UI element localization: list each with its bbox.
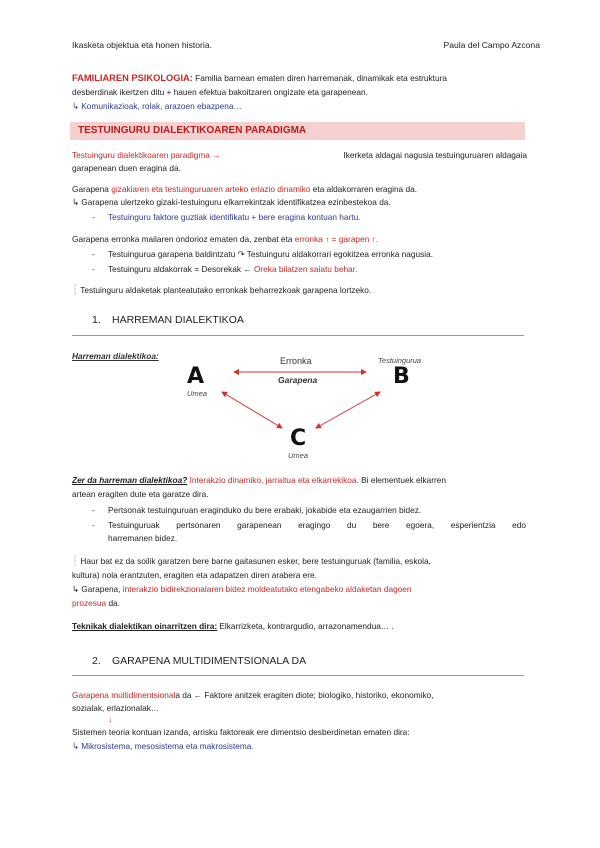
node-c-label: Umea xyxy=(288,451,309,460)
multi-line3: Sistemen teoria kontuan izanda, arrisku faktoreak ere dimentsio desberdinetan ematen dira: xyxy=(72,727,410,737)
erronka-pre: Garapena erronka mailaren ondorioz ematen da, zenbat eta xyxy=(72,234,295,244)
pin-icon: ┆ xyxy=(72,556,79,567)
node-a-label: Umea xyxy=(187,389,208,398)
zer-bullet2-line2: harremanen bidez. xyxy=(108,533,178,543)
section1-title: HARREMAN DIALEKTIKOA xyxy=(112,314,244,326)
return-arrow-icon: ↳ xyxy=(72,741,79,751)
section1-number: 1. xyxy=(92,314,101,326)
zer-red: Interakzio dinamiko, jarraitua eta elkarrekikoa. xyxy=(187,475,359,485)
erronka-red: erronka ↑ = garapen ↑. xyxy=(294,234,379,244)
diagram-caption-text: Harreman dialektikoa: xyxy=(72,351,159,361)
section2-divider xyxy=(72,675,524,676)
haur-line4 xyxy=(72,598,120,608)
garapena-bullet: Testuinguru faktore guztiak identifikatu + bere eragina kontuan hartu. xyxy=(108,212,361,222)
pin-icon: ┆ xyxy=(72,285,79,296)
garapena-red: gizakiaren eta testuinguruaren arteko erlazio dinamiko xyxy=(111,184,311,194)
erronka-label: Erronka xyxy=(280,356,312,366)
erronka-bullet1: Testuingurua garapena baldintzatu ↷ Testuinguru aldakorrari egokitzea erronka nagusia. xyxy=(108,249,434,259)
zer-question: Zer da harreman dialektikoa? xyxy=(72,475,188,485)
multi-red: Garapena multidimentsional xyxy=(72,690,176,700)
haur-line3 xyxy=(72,584,527,594)
erronka-note-text: Testuinguru aldaketak planteatutako erronkak beharrezkoak garapena lortzeko. xyxy=(80,285,372,295)
bullet-dash: - xyxy=(92,264,95,274)
node-b: B xyxy=(393,364,410,389)
zer-bullet1: Pertsonak testuinguruan eraginduko du bere erabaki, jokabide eta ezaugarrien bidez. xyxy=(108,505,422,515)
bullet-dash: - xyxy=(92,249,95,259)
paradigma-line2: garapenean duen eragina da. xyxy=(72,163,181,173)
multi-line2: sozialak, erlazionalak… xyxy=(72,703,160,713)
paradigma-red: Testuinguru dialektikoaren paradigma → xyxy=(72,150,221,160)
return-arrow-icon: ↳ xyxy=(72,101,79,111)
node-b-label: Testuingurua xyxy=(378,356,422,365)
zer-line2: artean eragiten dute eta garatze dira. xyxy=(72,489,209,499)
multi-line4 xyxy=(72,741,254,751)
bullet-dash: - xyxy=(92,212,95,222)
zer-line1 xyxy=(72,475,528,485)
garapena-pre: Garapena xyxy=(72,184,112,194)
bullet-dash: - xyxy=(92,505,95,515)
a-c-arrow xyxy=(222,392,282,428)
node-a: A xyxy=(187,364,205,389)
multi-post: a da ← Faktore anitzek eragiten diote; biologiko, historiko, ekonomiko, xyxy=(175,690,434,700)
teknikak-label: Teknikak dialektikan oinarritzen dira: xyxy=(72,621,218,631)
haur-l3-pre: Garapena, xyxy=(81,584,123,594)
familiaren-note-text: Komunikazioak, rolak, arazoen ebazpena… xyxy=(81,101,242,111)
zer-post: Bi elementuek elkarren xyxy=(358,475,447,485)
multi-line4-text: Mikrosistema, mesosistema eta makrosistema. xyxy=(81,741,254,751)
garapena-line2-text: Garapena ulertzeko gizaki-testuinguru elkarrekintzak identifikatzea ezinbestekoa da. xyxy=(81,197,391,207)
haur-l4-post: da. xyxy=(106,598,120,608)
garapena-post: eta aldakorraren eragina da. xyxy=(310,184,418,194)
section2-number: 2. xyxy=(92,655,101,667)
haur-line1-text: Haur bat ez da soilik garatzen bere barne gaitasunen esker, bere testuinguruak (familia, eskola, xyxy=(80,556,431,566)
bullet-dash: - xyxy=(92,520,95,530)
familiaren-line1: Familia barnean ematen diren harremanak, dinamikak eta estruktura xyxy=(192,73,447,83)
header-right: Paula del Campo Azcona xyxy=(443,40,540,50)
familiaren-title: FAMILIAREN PSIKOLOGIA: xyxy=(72,73,193,83)
node-c: C xyxy=(290,426,307,451)
paradigma-rest: Ikerketa aldagai nagusia testuinguruaren aldagaia xyxy=(343,150,527,160)
band-title: TESTUINGURU DIALEKTIKOAREN PARADIGMA xyxy=(78,125,307,136)
section2-title: GARAPENA MULTIDIMENTSIONALA DA xyxy=(112,655,307,667)
haur-line2: kultura) nola erantzuten, eragiten eta adapatzen diren arabera ere. xyxy=(72,570,317,580)
multi-line1 xyxy=(72,690,528,700)
erronka-b2-pre: Testuinguru aldakorrak = Desorekak ← xyxy=(108,264,254,274)
return-arrow-icon: ↳ xyxy=(72,197,79,207)
teknikak-rest: Elkarrizketa, kontrargudio, arrazonamendua… . xyxy=(217,621,394,631)
return-arrow-icon: ↳ xyxy=(72,584,79,594)
familiaren-line2: desberdinak ikertzen ditu + hauen efektua bakoitzaren ongizate eta garapenean. xyxy=(72,87,368,97)
haur-l4-red: prozesua xyxy=(72,598,107,608)
header-left: Ikasketa objektua eta honen historia. xyxy=(72,40,212,50)
down-arrow-icon: ↓ xyxy=(108,714,113,724)
b-c-arrow xyxy=(316,392,380,428)
garapena-label: Garapena xyxy=(278,375,318,385)
haur-l3-red: interakzio bidirekzionalaren bidez moldeatutako etengabeko aldaketan dagoen xyxy=(122,584,412,594)
haur-line1 xyxy=(72,556,527,567)
erronka-b2-red: Oreka bilatzen saiatu behar. xyxy=(253,264,358,274)
zer-bullet2-line1: Testuinguruak pertsonaren garapenean eragingo du bere egoera, esperientzia edo xyxy=(108,520,526,530)
teknikak-line xyxy=(72,621,394,631)
